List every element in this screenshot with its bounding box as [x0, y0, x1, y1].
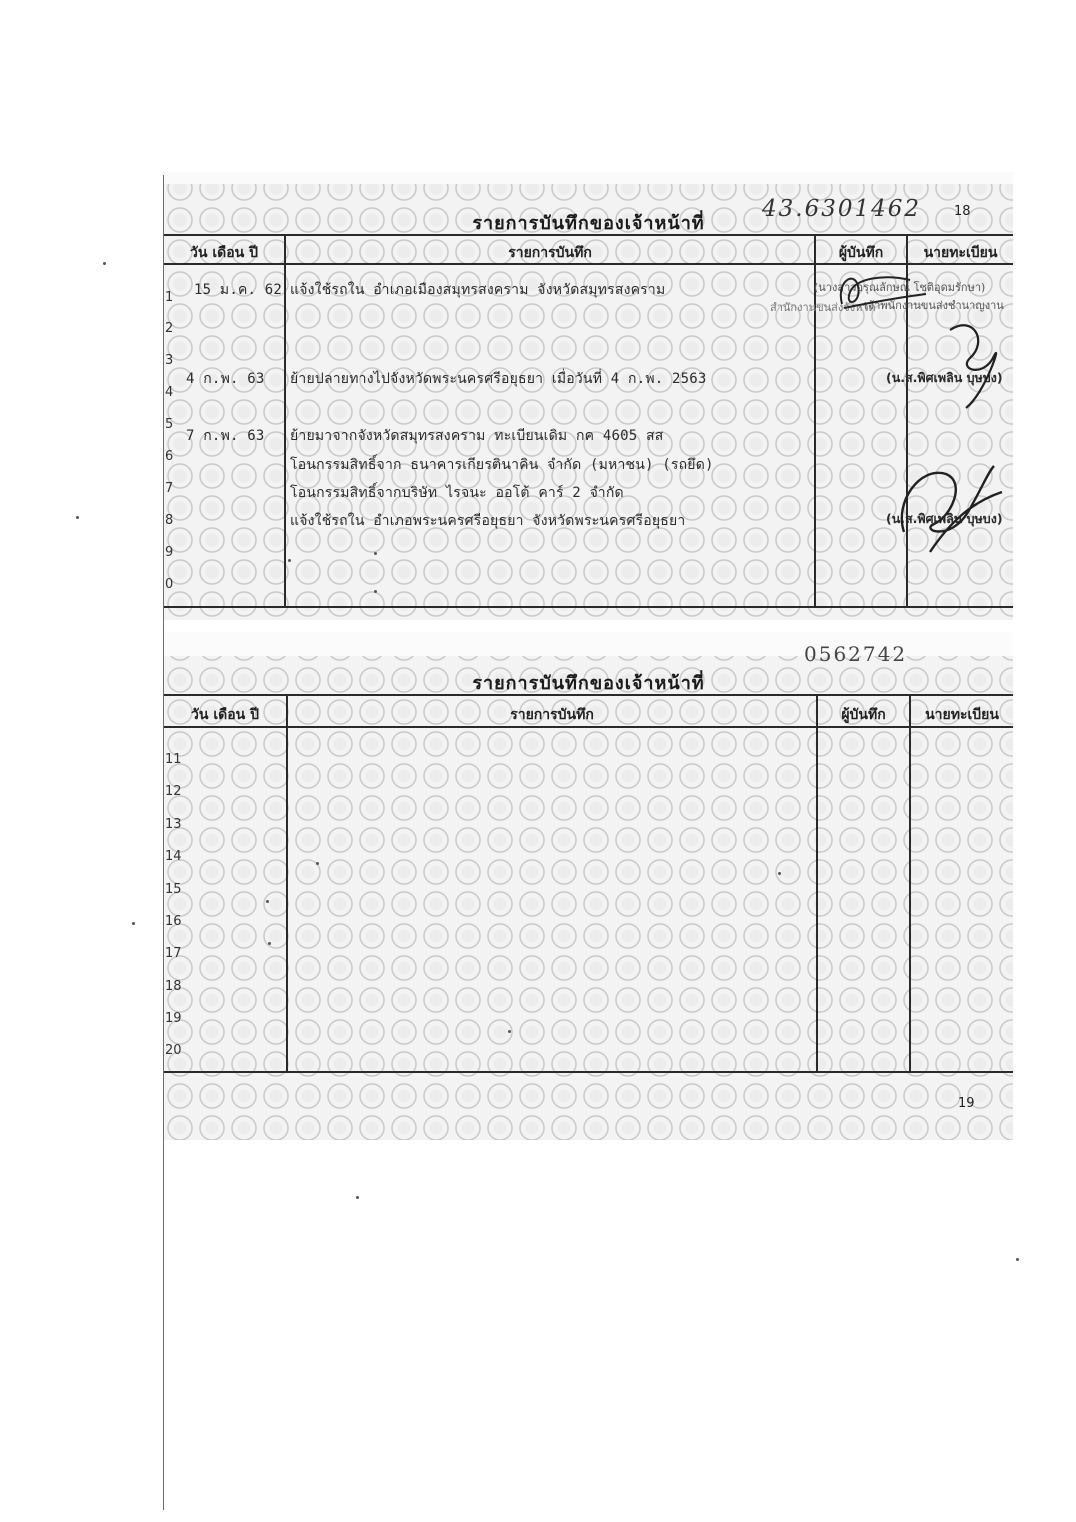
speck — [268, 942, 271, 945]
header-date: วัน เดือน ปี — [190, 245, 258, 261]
speck — [778, 872, 781, 875]
officer-stamp-title: เจ้าพนักงานขนส่งชำนาญงาน — [864, 299, 1004, 312]
speck — [1016, 1258, 1019, 1261]
row-number: 11 — [165, 752, 182, 767]
registrar-signature — [890, 452, 1010, 562]
speck — [288, 559, 291, 562]
page-number: 19 — [958, 1096, 975, 1111]
entry-text: โอนกรรมสิทธิ์จาก ธนาคารเกียรตินาคิน จำกัด (มหาชน) (รถยึด) — [290, 457, 714, 473]
row-number: 3 — [165, 353, 174, 368]
row-number: 15 — [165, 882, 182, 897]
row-number: 9 — [165, 545, 174, 560]
page-number: 18 — [954, 204, 971, 219]
row-number: 18 — [165, 979, 182, 994]
recorder-signature — [814, 264, 934, 324]
speck — [374, 552, 377, 555]
entry-text: ย้ายมาจากจังหวัดสมุทรสงคราม ทะเบียนเดิม กค 4605 สส — [290, 428, 664, 444]
table-top-border — [164, 694, 1013, 696]
handwritten-number: 43.6301462 — [762, 196, 922, 222]
row-number: 13 — [165, 817, 182, 832]
row-number: 12 — [165, 784, 182, 799]
entry-text: แจ้งใช้รถใน อำเภอเมืองสมุทรสงคราม จังหวัดสมุทรสงคราม — [290, 282, 666, 298]
entry-date: 7 ก.พ. 63 — [186, 428, 265, 444]
row-number: 2 — [165, 321, 174, 336]
row-number: 19 — [165, 1011, 182, 1026]
speck — [508, 1030, 511, 1033]
registrar-name: (น.ส.พิศเพลิน บุษบง) — [886, 511, 1003, 526]
row-number: 0 — [165, 577, 174, 592]
row-number: 1 — [165, 290, 174, 305]
column-divider — [284, 234, 286, 608]
record-page-18 — [164, 172, 1013, 620]
header-entry: รายการบันทึก — [508, 245, 592, 261]
speck — [103, 262, 106, 265]
speck — [374, 590, 377, 593]
row-number: 5 — [165, 417, 174, 432]
row-number: 16 — [165, 914, 182, 929]
row-number: 7 — [165, 481, 174, 496]
registrar-signature — [944, 312, 1013, 412]
header-entry: รายการบันทึก — [510, 707, 594, 723]
speck — [316, 862, 319, 865]
header-recorder: ผู้บันทึก — [841, 707, 886, 723]
officer-stamp-name: (นางสาวอรุณลักษณ์ โชติอุดมรักษา) — [814, 281, 986, 294]
header-date: วัน เดือน ปี — [191, 707, 259, 723]
page-title: รายการบันทึกของเจ้าหน้าที่ — [472, 673, 705, 694]
header-recorder: ผู้บันทึก — [838, 245, 884, 261]
row-number: 8 — [165, 513, 174, 528]
column-divider — [816, 694, 818, 1073]
entry-text: แจ้งใช้รถใน อำเภอพระนครศรีอยุธยา จังหวัดพระนครศรีอยุธยา — [290, 513, 686, 529]
row-number: 6 — [165, 449, 174, 464]
registrar-name: (น.ส.พิศเพลิน บุษบง) — [886, 370, 1003, 385]
column-divider — [909, 694, 911, 1073]
table-top-border — [164, 234, 1013, 236]
entry-date: 4 ก.พ. 63 — [186, 371, 265, 387]
record-page-19 — [164, 632, 1013, 1140]
header-bottom-border — [164, 726, 1013, 728]
header-registrar: นายทะเบียน — [923, 245, 998, 261]
entry-text: โอนกรรมสิทธิ์จากบริษัท ไรจนะ ออโต้ คาร์ 2 จำกัด — [290, 485, 624, 501]
speck — [266, 900, 269, 903]
row-number: 14 — [165, 849, 182, 864]
table-bottom-border — [164, 1071, 1013, 1073]
row-number: 20 — [165, 1043, 182, 1058]
column-divider — [286, 694, 288, 1073]
page-title: รายการบันทึกของเจ้าหน้าที่ — [472, 213, 705, 234]
row-number: 4 — [165, 385, 174, 400]
row-number: 17 — [165, 946, 182, 961]
table-bottom-border — [164, 606, 1013, 608]
speck — [76, 516, 79, 519]
office-stamp: สำนักงานขนส่งจังหวัด — [770, 301, 876, 314]
speck — [132, 922, 135, 925]
entry-text: ย้ายปลายทางไปจังหวัดพระนครศรีอยุธยา เมื่อวันที่ 4 ก.พ. 2563 — [290, 371, 707, 387]
speck — [356, 1196, 359, 1199]
entry-date: 15 ม.ค. 62 — [194, 282, 283, 298]
partial-serial-number: 0562742 — [804, 642, 908, 666]
header-registrar: นายทะเบียน — [925, 707, 999, 723]
page-top-band — [164, 172, 1013, 184]
